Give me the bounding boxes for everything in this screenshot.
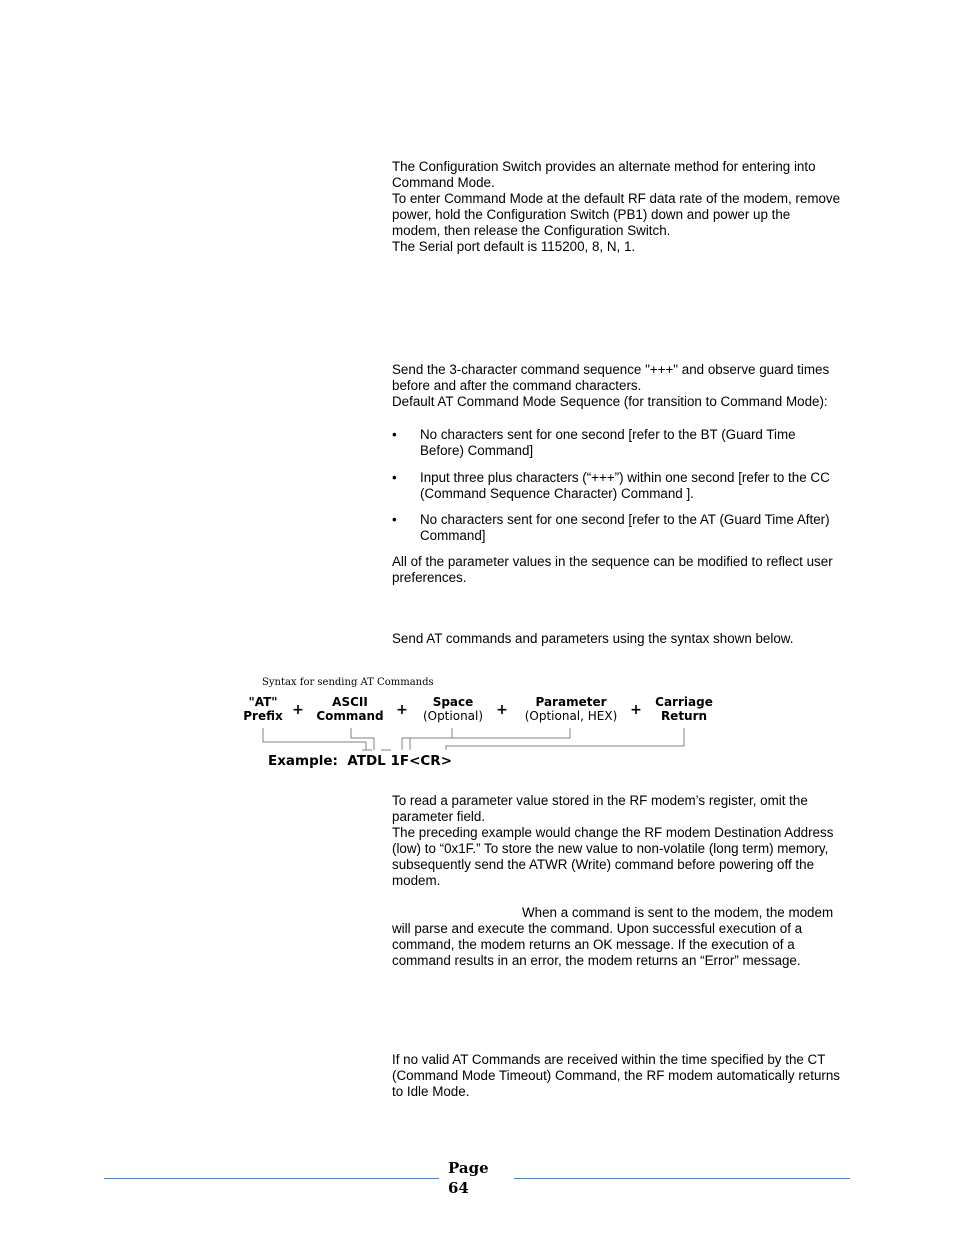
ascii-line2: Command xyxy=(316,709,384,723)
cr-line2: Return xyxy=(660,709,708,723)
command-sequence-intro: Send the 3-character command sequence "+++" and observe guard times before and after the command characters. xyxy=(392,362,830,393)
footer-rule-right xyxy=(514,1178,850,1179)
default-sequence-text: Default AT Command Mode Sequence (for transition to Command Mode): xyxy=(392,394,828,409)
sequence-bullet-list xyxy=(392,427,842,544)
example-explanation: The preceding example would change the RF modem Destination Address (low) to “0x1F.” To store the new value to non-volatile (long term) memory, subsequently send the ATWR (Write) command before powering off the modem. xyxy=(392,825,834,888)
command-sequence-section xyxy=(392,362,842,410)
parameter-line1: Parameter xyxy=(535,695,607,709)
list-item xyxy=(392,512,842,544)
at-syntax-diagram xyxy=(238,676,728,776)
bullet-dot: • xyxy=(392,427,397,442)
page-number-label xyxy=(448,1158,489,1198)
plus-sign: + xyxy=(396,702,408,718)
ascii-line1: ASCII xyxy=(332,695,368,709)
space-line1: Space xyxy=(432,695,474,709)
example-command: Example: ATDL 1F<CR> xyxy=(268,753,453,769)
footer-rule-left xyxy=(104,1178,439,1179)
cr-line1: Carriage xyxy=(655,695,713,709)
bullet-text: No characters sent for one second [refer to the BT (Guard Time Before) Command] xyxy=(420,427,796,458)
space-line2: (Optional) xyxy=(422,709,484,723)
exit-command-mode-text: If no valid AT Commands are received within the time specified by the CT (Command Mode Timeout) Command, the RF modem automatically returns to Idle Mode. xyxy=(392,1052,841,1099)
page-word: Page xyxy=(448,1159,489,1177)
exit-command-mode-section xyxy=(392,1052,842,1100)
read-parameter-section xyxy=(392,793,842,889)
syntax-intro-section xyxy=(392,631,842,647)
page-number: 64 xyxy=(448,1179,469,1197)
diagram-caption: Syntax for sending AT Commands xyxy=(262,677,434,688)
cr-connector xyxy=(446,728,684,750)
command-response-section xyxy=(392,905,842,969)
ascii-connector xyxy=(351,728,374,750)
serial-port-default: The Serial port default is 115200, 8, N, 1. xyxy=(392,239,636,254)
bullet-text: No characters sent for one second [refer to the AT (Guard Time After) Command] xyxy=(420,512,830,543)
command-response-text: When a command is sent to the modem, the modem will parse and execute the command. Upon successful execution of a command, the modem returns an OK message. If the execution of a command results in an error, the modem returns an “Error” message. xyxy=(392,905,834,968)
parameter-line2: (Optional, HEX) xyxy=(524,709,618,723)
syntax-intro-text: Send AT commands and parameters using the syntax shown below. xyxy=(392,631,794,646)
parameter-connector xyxy=(410,728,570,750)
plus-sign: + xyxy=(292,702,304,718)
bullet-dot: • xyxy=(392,470,397,485)
read-parameter-text: To read a parameter value stored in the RF modem’s register, omit the parameter field. xyxy=(392,793,808,824)
sequence-closing xyxy=(392,554,842,586)
config-switch-intro: The Configuration Switch provides an alternate method for entering into Command Mode. xyxy=(392,159,816,190)
list-item xyxy=(392,470,842,502)
sequence-closing-text: All of the parameter values in the sequence can be modified to reflect user preferences. xyxy=(392,554,833,585)
config-switch-section xyxy=(392,159,842,255)
at-prefix-line2: Prefix xyxy=(243,709,283,723)
plus-sign: + xyxy=(496,702,508,718)
at-prefix-line1: "AT" xyxy=(248,695,278,709)
plus-sign: + xyxy=(630,702,642,718)
bullet-text: Input three plus characters (“+++”) within one second [refer to the CC (Command Sequence Character) Command ]. xyxy=(420,470,830,501)
config-switch-steps: To enter Command Mode at the default RF data rate of the modem, remove power, hold the Configuration Switch (PB1) down and power up the modem, then release the Configuration Switch. xyxy=(392,191,841,238)
list-item xyxy=(392,427,842,459)
bullet-dot: • xyxy=(392,512,397,527)
